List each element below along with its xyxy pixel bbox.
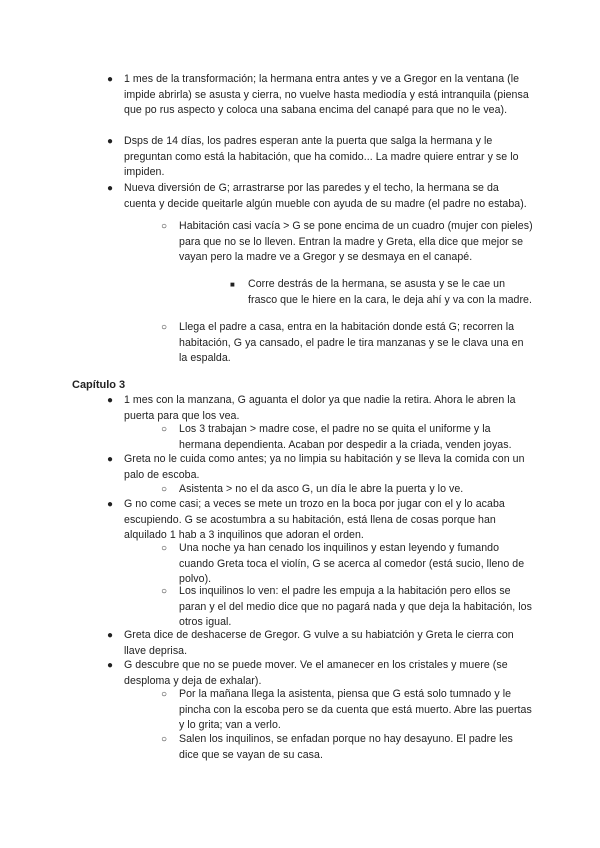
list-item: Los inquilinos lo ven: el padre les empuja a la habitación pero ellos se paran y el del medio dice que no pagará nada y que deja la habitación, los otros igual. bbox=[179, 585, 532, 629]
list-item: Asistenta > no el da asco G, un día le abre la puerta y lo ve. bbox=[179, 483, 464, 495]
list-item: Greta no le cuida como antes; ya no limpia su habitación y se lleva la comida con un palo de escoba. bbox=[124, 453, 525, 481]
circle-bullet-icon: ○ bbox=[161, 734, 168, 745]
circle-bullet-icon: ○ bbox=[161, 221, 168, 232]
list-item: Una noche ya han cenado los inquilinos y estan leyendo y fumando cuando Greta toca el violín, G se acerca al comedor (está sucio, lleno de polvo). bbox=[179, 542, 525, 586]
section-heading: Capítulo 3 bbox=[72, 379, 126, 391]
circle-bullet-icon: ○ bbox=[161, 586, 168, 597]
list-item: Salen los inquilinos, se enfadan porque no hay desayuno. El padre les dice que se vayan de su casa. bbox=[179, 733, 513, 761]
list-item: Habitación casi vacía > G se pone encima de un cuadro (mujer con pieles) para que no se lo lleven. Entran la madre y Greta, ella dice que mejor se vayan pero la madre ve a Gregor y se desmaya en el canapé. bbox=[179, 220, 533, 264]
circle-bullet-icon: ○ bbox=[161, 689, 168, 700]
list-item: Corre destrás de la hermana, se asusta y se le cae un frasco que le hiere en la cara, le deja ahí y va con la madre. bbox=[248, 278, 532, 306]
circle-bullet-icon: ○ bbox=[161, 543, 168, 554]
bullet-icon: ● bbox=[107, 660, 114, 671]
list-item: G no come casi; a veces se mete un trozo en la boca por jugar con el y lo acaba escupiendo. G se acostumbra a su habitación, está llena de cosas porque han alquilado 1 hab a 3 inquilinos que adoran el orden. bbox=[124, 498, 505, 542]
circle-bullet-icon: ○ bbox=[161, 322, 168, 333]
list-item: Nueva diversión de G; arrastrarse por las paredes y el techo, la hermana se da cuenta y decide queitarle algún mueble con ayuda de su madre (el padre no estaba). bbox=[124, 182, 527, 210]
list-item: Por la mañana llega la asistenta, piensa que G está solo tumnado y le pincha con la escoba pero se da cuenta que está muerto. Abre las puertas y lo grita; van a verlo. bbox=[179, 688, 532, 732]
bullet-icon: ● bbox=[107, 136, 114, 147]
square-bullet-icon: ■ bbox=[230, 280, 235, 289]
list-item: Dsps de 14 días, los padres esperan ante la puerta que salga la hermana y le preguntan como está la habitación, que ha comido... La madre quiere entrar y se lo impiden. bbox=[124, 135, 519, 179]
bullet-icon: ● bbox=[107, 395, 114, 406]
list-item: Los 3 trabajan > madre cose, el padre no se quita el uniforme y la hermana dependienta. Acaban por despedir a la criada, venden joyas. bbox=[179, 423, 512, 451]
bullet-icon: ● bbox=[107, 499, 114, 510]
bullet-icon: ● bbox=[107, 183, 114, 194]
list-item: Llega el padre a casa, entra en la habitación donde está G; recorren la habitación, G ya cansado, el padre le tira manzanas y se le clava una en la espalda. bbox=[179, 321, 524, 365]
circle-bullet-icon: ○ bbox=[161, 484, 168, 495]
bullet-icon: ● bbox=[107, 630, 114, 641]
list-item: Greta dice de deshacerse de Gregor. G vulve a su habiatción y Greta le cierra con llave deprisa. bbox=[124, 629, 514, 657]
bullet-icon: ● bbox=[107, 454, 114, 465]
bullet-icon: ● bbox=[107, 74, 114, 85]
list-item: 1 mes de la transformación; la hermana entra antes y ve a Gregor en la ventana (le impide abrirla) se asusta y cierra, no vuelve hasta mediodía y está intranquila (piensa que po rus aspecto y coloca una sabana encima del canapé para que no le vea). bbox=[124, 73, 529, 117]
list-item: 1 mes con la manzana, G aguanta el dolor ya que nadie la retira. Ahora le abren la puerta para que los vea. bbox=[124, 394, 516, 422]
circle-bullet-icon: ○ bbox=[161, 424, 168, 435]
list-item: G descubre que no se puede mover. Ve el amanecer en los cristales y muere (se desploma y deja de exhalar). bbox=[124, 659, 508, 687]
